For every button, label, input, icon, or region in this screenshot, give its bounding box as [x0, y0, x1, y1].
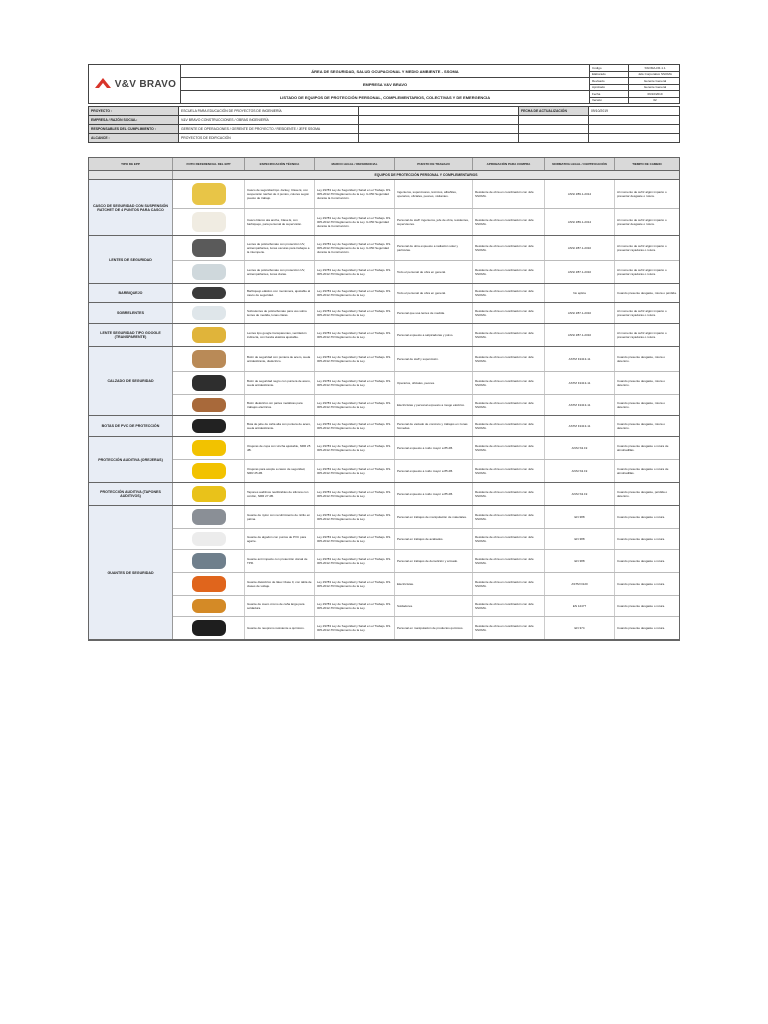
spec-cell: Casco de seguridad tipo Jockey, Clase E, con suspensión ratchet de 4 puntos, colores según puesto de trabajo. — [245, 180, 315, 208]
spec-cell: Lentes de policarbonato con protección UV, antiempañantes, lunas oscuras para trabajos a la intemperie. — [245, 236, 315, 260]
photo-cell — [173, 573, 245, 595]
epp-type: GUANTES DE SEGURIDAD — [89, 506, 173, 639]
time-cell: Cuando presente desgaste o rotura de almohadillas. — [617, 467, 669, 475]
epp-type: CALZADO DE SEGURIDAD — [89, 347, 173, 415]
epp-items — [173, 437, 679, 482]
time-cell: Al momento de sufrir algún impacto o presentar rayaduras o rotura. — [617, 268, 667, 276]
epp-items — [173, 483, 679, 505]
approval-cell: Residente de obra en coordinación con Jefe SSOMA. — [473, 529, 545, 549]
document-header — [88, 64, 680, 104]
approval-cell: Residente de obra en coordinación con Jefe SSOMA. — [473, 416, 545, 436]
epp-items — [173, 324, 679, 346]
epp-type: BOTAS DE PVC DE PROTECCIÓN — [89, 416, 173, 436]
boot-black-icon — [192, 375, 226, 391]
approval-cell: Residente de obra en coordinación con Jefe SSOMA. — [473, 209, 545, 235]
table-row — [173, 483, 679, 505]
legal-cell: Ley 29783 Ley de Seguridad y Salud en el Trabajo. DS. 005-2012-TR Reglamento de la Ley. — [315, 372, 395, 394]
epp-group — [89, 324, 679, 347]
epp-group — [89, 506, 679, 640]
header-titles — [181, 65, 589, 103]
meta-key: Revisado — [592, 78, 605, 83]
table-row — [173, 416, 679, 436]
epp-type: PROTECCIÓN AUDITIVA (OREJERAS) — [89, 437, 173, 482]
table-row — [173, 284, 679, 302]
meta-value: 09/10/2019 — [628, 91, 679, 97]
spec-cell: Guante dieléctrico de látex Clase 0, con tabla de clases de voltaje. — [245, 573, 315, 595]
approval-cell: Residente de obra en coordinación con Jefe SSOMA. — [473, 460, 545, 482]
norm-cell: No aplica — [545, 284, 615, 302]
post-cell: Personal de staff y supervisión. — [395, 347, 473, 371]
legal-cell: Ley 29783 Ley de Seguridad y Salud en el Trabajo. DS. 005-2012-TR Reglamento de la Ley. — [315, 437, 395, 459]
epp-group — [89, 303, 679, 324]
norm-cell: ANSI S3.19 — [545, 437, 615, 459]
table-row — [173, 596, 679, 617]
table-row — [173, 180, 679, 209]
time-cell: Cuando presente desgaste o rotura de almohadillas. — [617, 444, 669, 452]
info-value: ESCUELA PARA EDUCACIÓN DE PROYECTOS DE INGENIERÍA — [179, 107, 359, 115]
legal-cell: Ley 29783 Ley de Seguridad y Salud en el Trabajo. DS. 005-2012-TR Reglamento de la Ley. — [315, 395, 395, 415]
legal-cell: Ley 29783 Ley de Seguridad y Salud en el Trabajo. DS. 005-2012-TR Reglamento de la Ley. — [315, 529, 395, 549]
photo-cell — [173, 303, 245, 323]
helmets-icon — [192, 183, 226, 205]
photo-cell — [173, 395, 245, 415]
approval-cell: Residente de obra en coordinación con Jefe SSOMA. — [473, 395, 545, 415]
photo-cell — [173, 261, 245, 283]
gloves-white-icon — [192, 532, 226, 546]
gloves-impact-icon — [192, 553, 226, 569]
spec-cell: Lentes tipo google transparentes, ventilación indirecta, con banda elástica ajustable. — [245, 324, 315, 346]
helmet-white-icon — [192, 212, 226, 232]
norm-cell: ANSI Z87.1-2010 — [545, 303, 615, 323]
epp-group — [89, 180, 679, 236]
gloves-grey-icon — [192, 509, 226, 525]
legal-cell: Ley 29783 Ley de Seguridad y Salud en el Trabajo. DS. 005-2012-TR Reglamento de la Ley. G.050 Seguridad durante la Construcción. — [315, 209, 395, 235]
post-cell: Operarios, oficiales, peones. — [395, 372, 473, 394]
spec-cell: Bota de jebe de caña alta con puntera de acero, suela antideslizante. — [245, 416, 315, 436]
post-cell: Todo el personal de obra en general. — [395, 284, 473, 302]
photo-cell — [173, 372, 245, 394]
epp-type: BARBIQUEJO — [89, 284, 173, 302]
header-title-area: ÁREA DE SEGURIDAD, SALUD OCUPACIONAL Y MEDIO AMBIENTE - SSOMA — [181, 65, 589, 78]
glasses-dark-icon — [192, 239, 226, 257]
approval-cell: Residente de obra en coordinación con Jefe SSOMA. — [473, 347, 545, 371]
table-header — [89, 158, 679, 171]
post-cell: Todo el personal de obra en general. — [395, 261, 473, 283]
meta-key: Versión — [592, 98, 603, 103]
approval-cell: Residente de obra en coordinación con Jefe SSOMA. — [473, 437, 545, 459]
column-header: APROBACIÓN PARA COMPRA — [473, 158, 545, 170]
spec-cell: Botín de seguridad negro con puntera de acero, suela antideslizante. — [245, 372, 315, 394]
epp-items — [173, 180, 679, 235]
meta-value: Gerente General — [628, 78, 679, 84]
spec-cell: Guante de cuero cromo de caña larga para soldadura. — [245, 596, 315, 616]
norm-cell: ANSI S3.19 — [545, 460, 615, 482]
time-cell: Cuando presente desgaste, rotura o deterioro. — [617, 401, 666, 409]
photo-cell — [173, 529, 245, 549]
glasses-clear-icon — [192, 264, 226, 280]
time-cell: Cuando presente desgaste o rotura. — [617, 626, 666, 630]
post-cell: Personal expuesto a salpicaduras y polvo. — [395, 324, 473, 346]
norm-cell: EN 388 — [545, 506, 615, 528]
approval-cell: Residente de obra en coordinación con Jefe SSOMA. — [473, 372, 545, 394]
approval-cell: Residente de obra en coordinación con Jefe SSOMA. — [473, 483, 545, 505]
column-header: NORMATIVA LEGAL / CERTIFICACIÓN — [545, 158, 615, 170]
norm-cell: ASTM F2413-11 — [545, 416, 615, 436]
time-cell: Cuando presente desgaste, pérdida o deterioro. — [617, 490, 668, 498]
approval-cell: Residente de obra en coordinación con Jefe SSOMA. — [473, 573, 545, 595]
norm-cell: ANSI Z89.1-2014 — [545, 180, 615, 208]
table-subheader — [89, 171, 679, 180]
legal-cell: Ley 29783 Ley de Seguridad y Salud en el Trabajo. DS. 005-2012-TR Reglamento de la Ley. — [315, 483, 395, 505]
approval-cell: Residente de obra en coordinación con Jefe SSOMA. — [473, 506, 545, 528]
approval-cell: Residente de obra en coordinación con Jefe SSOMA. — [473, 261, 545, 283]
table-row — [173, 261, 679, 283]
approval-cell: Residente de obra en coordinación con Jefe SSOMA. — [473, 236, 545, 260]
info-spacer — [359, 134, 519, 142]
epp-group — [89, 483, 679, 506]
time-cell: Cuando presente desgaste o rotura. — [617, 604, 666, 608]
legal-cell: Ley 29783 Ley de Seguridad y Salud en el Trabajo. DS. 005-2012-TR Reglamento de la Ley. — [315, 596, 395, 616]
time-cell: Cuando presente desgaste, rotura o pérdida. — [617, 291, 677, 295]
table-row — [173, 236, 679, 261]
table-row — [173, 372, 679, 395]
table-row — [173, 347, 679, 372]
meta-key: Fecha — [592, 91, 601, 96]
logo-mark-icon — [93, 74, 113, 94]
goggles-icon — [192, 327, 226, 343]
table-body — [89, 180, 679, 640]
meta-value: 02 — [628, 98, 679, 104]
spec-cell: Tapones auditivos reutilizables de silicona con cordón, NRR 27 dB. — [245, 483, 315, 505]
post-cell: Personal de staff: ingenieros, jefe de obra, residentes, supervisores. — [395, 209, 473, 235]
info-value-2 — [589, 116, 679, 124]
epp-group — [89, 347, 679, 416]
photo-cell — [173, 416, 245, 436]
header-title-list: LISTADO DE EQUIPOS DE PROTECCIÓN PERSONAL, COMPLEMENTARIOS, COLECTIVAS Y DE EMERGENCIA — [279, 94, 491, 100]
post-cell: Electricistas y personal expuesto a riesgo eléctrico. — [395, 395, 473, 415]
norm-cell: ASTM D120 — [545, 573, 615, 595]
header-meta — [589, 65, 679, 103]
time-cell: Cuando presente desgaste o rotura. — [617, 582, 666, 586]
approval-cell: Residente de obra en coordinación con Jefe SSOMA. — [473, 596, 545, 616]
time-cell: Al momento de sufrir algún impacto o presentar rayaduras o rotura. — [617, 331, 667, 339]
info-row — [89, 107, 679, 116]
legal-cell: Ley 29783 Ley de Seguridad y Salud en el Trabajo. DS. 005-2012-TR Reglamento de la Ley. — [315, 573, 395, 595]
post-cell: Personal expuesto a ruido mayor a 85 dB. — [395, 483, 473, 505]
info-label-2 — [519, 125, 589, 133]
legal-cell: Ley 29783 Ley de Seguridad y Salud en el Trabajo. DS. 005-2012-TR Reglamento de la Ley. — [315, 324, 395, 346]
spec-cell: Guante de nylon con recubrimiento de nitrilo en palma. — [245, 506, 315, 528]
approval-cell: Residente de obra en coordinación con Jefe SSOMA. — [473, 324, 545, 346]
legal-cell: Ley 29783 Ley de Seguridad y Salud en el Trabajo. DS. 005-2012-TR Reglamento de la Ley. G.050 Seguridad durante la Construcción. — [315, 180, 395, 208]
spec-cell: Lentes de policarbonato con protección UV, antiempañantes, lunas claras. — [245, 261, 315, 283]
info-label: PROYECTO : — [89, 107, 179, 115]
table-row — [173, 303, 679, 323]
photo-cell — [173, 209, 245, 235]
photo-cell — [173, 324, 245, 346]
earplugs-icon — [192, 486, 226, 502]
meta-value: Gerente General — [628, 85, 679, 91]
info-value: V&V BRAVO CONSTRUCCIONES / OBRAS INGENIERÍA — [179, 116, 359, 124]
epp-group — [89, 284, 679, 303]
meta-key: Código — [592, 65, 602, 70]
info-label: ALCANCE : — [89, 134, 179, 142]
epp-items — [173, 303, 679, 323]
time-cell: Cuando presente desgaste o rotura. — [617, 537, 666, 541]
approval-cell: Residente de obra en coordinación con Jefe SSOMA. — [473, 617, 545, 639]
approval-cell: Residente de obra en coordinación con Jefe SSOMA. — [473, 550, 545, 572]
info-spacer — [359, 116, 519, 124]
epp-group — [89, 236, 679, 284]
column-header: TIEMPO DE CAMBIO — [632, 162, 662, 166]
photo-cell — [173, 437, 245, 459]
info-label: RESPONSABLES DEL CUMPLIMIENTO : — [89, 125, 179, 133]
time-cell: Al momento de sufrir algún impacto o presentar rayaduras o rotura. — [617, 244, 667, 252]
norm-cell: ANSI Z89.1-2014 — [545, 209, 615, 235]
norm-cell: ANSI Z87.1-2010 — [545, 324, 615, 346]
epp-group — [89, 437, 679, 483]
info-value-2: 09/10/2019 — [591, 109, 608, 113]
norm-cell: EN 388 — [545, 529, 615, 549]
table-row — [173, 460, 679, 482]
epp-items — [173, 416, 679, 436]
epp-group — [89, 416, 679, 437]
spec-cell: Guante de algodón con puntos de PVC para agarre. — [245, 529, 315, 549]
overglasses-icon — [192, 306, 226, 320]
table-row — [173, 529, 679, 550]
spec-cell: Guante anti impacto con protección dorsal de TPR. — [245, 550, 315, 572]
post-cell: Electricistas. — [395, 573, 473, 595]
spec-cell: Orejeras de copa con vincha ajustable, NRR 25 dB. — [245, 437, 315, 459]
info-value: GERENTE DE OPERACIONES / GERENTE DE PROYECTO / RESIDENTE / JEFE SSOMA — [179, 125, 359, 133]
column-header: ESPECIFICACIÓN TÉCNICA — [245, 158, 315, 170]
photo-cell — [173, 596, 245, 616]
legal-cell: Ley 29783 Ley de Seguridad y Salud en el Trabajo. DS. 005-2012-TR Reglamento de la Ley. — [315, 303, 395, 323]
project-info — [88, 106, 680, 143]
norm-cell: ASTM F2413-11 — [545, 347, 615, 371]
post-cell: Personal en trabajos de manipulación de materiales. — [395, 506, 473, 528]
time-cell: Al momento de sufrir algún impacto o presentar rayaduras o rotura. — [617, 309, 667, 317]
legal-cell: Ley 29783 Ley de Seguridad y Salud en el Trabajo. DS. 005-2012-TR Reglamento de la Ley. — [315, 284, 395, 302]
time-cell: Cuando presente desgaste o rotura. — [617, 515, 666, 519]
spec-cell: Guante de neopreno resistente a químicos. — [245, 617, 315, 639]
subheader-title: EQUIPOS DE PROTECCIÓN PERSONAL Y COMPLEMENTARIOS — [374, 173, 478, 177]
photo-cell — [173, 617, 245, 639]
table-row — [173, 573, 679, 596]
gloves-dielectric-icon — [192, 576, 226, 592]
legal-cell: Ley 29783 Ley de Seguridad y Salud en el Trabajo. DS. 005-2012-TR Reglamento de la Ley. — [315, 460, 395, 482]
earmuffs-icon — [192, 440, 226, 456]
table-row — [173, 437, 679, 460]
header-title-company: EMPRESA V&V BRAVO — [181, 78, 589, 91]
earmuffs-helmet-icon — [192, 463, 226, 479]
legal-cell: Ley 29783 Ley de Seguridad y Salud en el Trabajo. DS. 005-2012-TR Reglamento de la Ley. — [315, 347, 395, 371]
column-header: FOTO REFERENCIAL DEL EPP — [173, 158, 245, 170]
photo-cell — [173, 460, 245, 482]
info-row — [89, 125, 679, 134]
info-row — [89, 134, 679, 142]
post-cell: Personal expuesto a ruido mayor a 85 dB. — [395, 460, 473, 482]
spec-cell: Botín dieléctrico sin partes metálicas para trabajos eléctricos. — [245, 395, 315, 415]
column-header: MARCO LEGAL / REFERENCIAL — [315, 158, 395, 170]
boot-brown-icon — [192, 398, 226, 412]
column-header: PUESTO DE TRABAJO — [395, 158, 473, 170]
norm-cell: EN 12477 — [545, 596, 615, 616]
epp-items — [173, 284, 679, 302]
gloves-black-icon — [192, 620, 226, 636]
legal-cell: Ley 29783 Ley de Seguridad y Salud en el Trabajo. DS. 005-2012-TR Reglamento de la Ley. — [315, 506, 395, 528]
info-value-2 — [589, 125, 679, 133]
spec-cell: Sobrelentes de policarbonato para uso sobre lentes de medida, lunas claras. — [245, 303, 315, 323]
post-cell: Ingenieros, supervisores, técnicos, albañiles, operarios, oficiales, peones, visitantes. — [395, 180, 473, 208]
table-row — [173, 209, 679, 235]
post-cell: Personal expuesto a ruido mayor a 85 dB. — [395, 437, 473, 459]
epp-items — [173, 236, 679, 283]
epp-type: PROTECCIÓN AUDITIVA (TAPONES AUDITIVOS) — [89, 483, 173, 505]
norm-cell: EN 388 — [545, 550, 615, 572]
legal-cell: Ley 29783 Ley de Seguridad y Salud en el Trabajo. DS. 005-2012-TR Reglamento de la Ley. — [315, 550, 395, 572]
info-label-2: FECHA DE ACTUALIZACIÓN — [519, 107, 589, 115]
info-value-2 — [589, 134, 679, 142]
time-cell: Al momento de sufrir algún impacto o presentar desgaste o rotura. — [617, 190, 667, 198]
time-cell: Cuando presente desgaste, rotura o deterioro. — [617, 355, 666, 363]
legal-cell: Ley 29783 Ley de Seguridad y Salud en el Trabajo. DS. 005-2012-TR Reglamento de la Ley. G.050 Seguridad durante la Construcción. — [315, 236, 395, 260]
boot-tan-icon — [192, 350, 226, 368]
gloves-leather-icon — [192, 599, 226, 613]
column-header: TIPO DE EPP — [89, 158, 173, 170]
photo-cell — [173, 506, 245, 528]
legal-cell: Ley 29783 Ley de Seguridad y Salud en el Trabajo. DS. 005-2012-TR Reglamento de la Ley. — [315, 617, 395, 639]
epp-table — [88, 157, 680, 641]
meta-row — [590, 98, 679, 104]
legal-cell: Ley 29783 Ley de Seguridad y Salud en el Trabajo. DS. 005-2012-TR Reglamento de la Ley. — [315, 261, 395, 283]
post-cell: Soldadores. — [395, 596, 473, 616]
info-value: PROYECTOS DE EDIFICACIÓN — [179, 134, 359, 142]
post-cell: Personal en manipulación de productos químicos. — [395, 617, 473, 639]
photo-cell — [173, 236, 245, 260]
norm-cell: ANSI S3.19 — [545, 483, 615, 505]
company-logo — [89, 65, 181, 103]
photo-cell — [173, 550, 245, 572]
table-row — [173, 550, 679, 573]
norm-cell: ANSI Z87.1-2010 — [545, 236, 615, 260]
approval-cell: Residente de obra en coordinación con Jefe SSOMA. — [473, 180, 545, 208]
info-label: EMPRESA / RAZÓN SOCIAL: — [89, 116, 179, 124]
post-cell: Personal que usa lentes de medida. — [395, 303, 473, 323]
epp-type: CASCO DE SEGURIDAD CON SUSPENSIÓN RATCHET DE 4 PUNTOS PARA CASCO — [89, 180, 173, 235]
time-cell: Cuando presente desgaste, rotura o deterioro. — [617, 422, 666, 430]
epp-items — [173, 506, 679, 639]
spec-cell: Botín de seguridad con puntera de acero, suela antideslizante, dieléctrico. — [245, 347, 315, 371]
spec-cell: Barbiquejo elástico con mentonera, ajustable al casco de seguridad. — [245, 284, 315, 302]
meta-value: Jefe Corporativo SSOMA — [628, 72, 679, 78]
legal-cell: Ley 29783 Ley de Seguridad y Salud en el Trabajo. DS. 005-2012-TR Reglamento de la Ley. — [315, 416, 395, 436]
epp-items — [173, 347, 679, 415]
spec-cell: Casco blanco ala ancha, Clase E, con barbiquejo, para personal de supervisión. — [245, 209, 315, 235]
spec-cell: Orejeras para acople a casco de seguridad, NRR 25 dB. — [245, 460, 315, 482]
table-row — [173, 617, 679, 639]
norm-cell: ANSI Z87.1-2010 — [545, 261, 615, 283]
pvc-boots-icon — [192, 419, 226, 433]
post-cell: Personal de vaciado de concreto y trabajos en zonas húmedas. — [395, 416, 473, 436]
photo-cell — [173, 180, 245, 208]
post-cell: Personal en trabajos de demolición y armado. — [395, 550, 473, 572]
table-row — [173, 324, 679, 346]
time-cell: Al momento de sufrir algún impacto o presentar desgaste o rotura. — [617, 218, 667, 226]
time-cell: Cuando presente desgaste, rotura o deterioro. — [617, 379, 666, 387]
info-label-2 — [519, 134, 589, 142]
meta-key: Elaborado — [592, 72, 606, 77]
time-cell: Cuando presente desgaste o rotura. — [617, 559, 666, 563]
epp-type: LENTES DE SEGURIDAD — [89, 236, 173, 283]
epp-type: SOBRELENTES — [89, 303, 173, 323]
info-spacer — [359, 125, 519, 133]
post-cell: Personal de obra expuesto a radiación solar y partículas. — [395, 236, 473, 260]
info-label-2 — [519, 116, 589, 124]
table-row — [173, 395, 679, 415]
meta-key: Aprobado — [592, 85, 606, 90]
approval-cell: Residente de obra en coordinación con Jefe SSOMA. — [473, 284, 545, 302]
norm-cell: ASTM F2413-11 — [545, 372, 615, 394]
table-row — [173, 506, 679, 529]
photo-cell — [173, 483, 245, 505]
document-sheet — [88, 64, 680, 641]
info-row — [89, 116, 679, 125]
photo-cell — [173, 284, 245, 302]
approval-cell: Residente de obra en coordinación con Jefe SSOMA. — [473, 303, 545, 323]
info-spacer — [359, 107, 519, 115]
photo-cell — [173, 347, 245, 371]
epp-type: LENTE SEGURIDAD TIPO GOOGLE (TRANSPARENTE) — [89, 324, 173, 346]
meta-value: SSOMA-FR-1.1 — [628, 65, 679, 71]
chinstrap-icon — [192, 287, 226, 299]
post-cell: Personal en trabajos de acabados. — [395, 529, 473, 549]
logo-text: V&V BRAVO — [114, 78, 177, 90]
norm-cell: EN 374 — [545, 617, 615, 639]
norm-cell: ASTM F2413-11 — [545, 395, 615, 415]
